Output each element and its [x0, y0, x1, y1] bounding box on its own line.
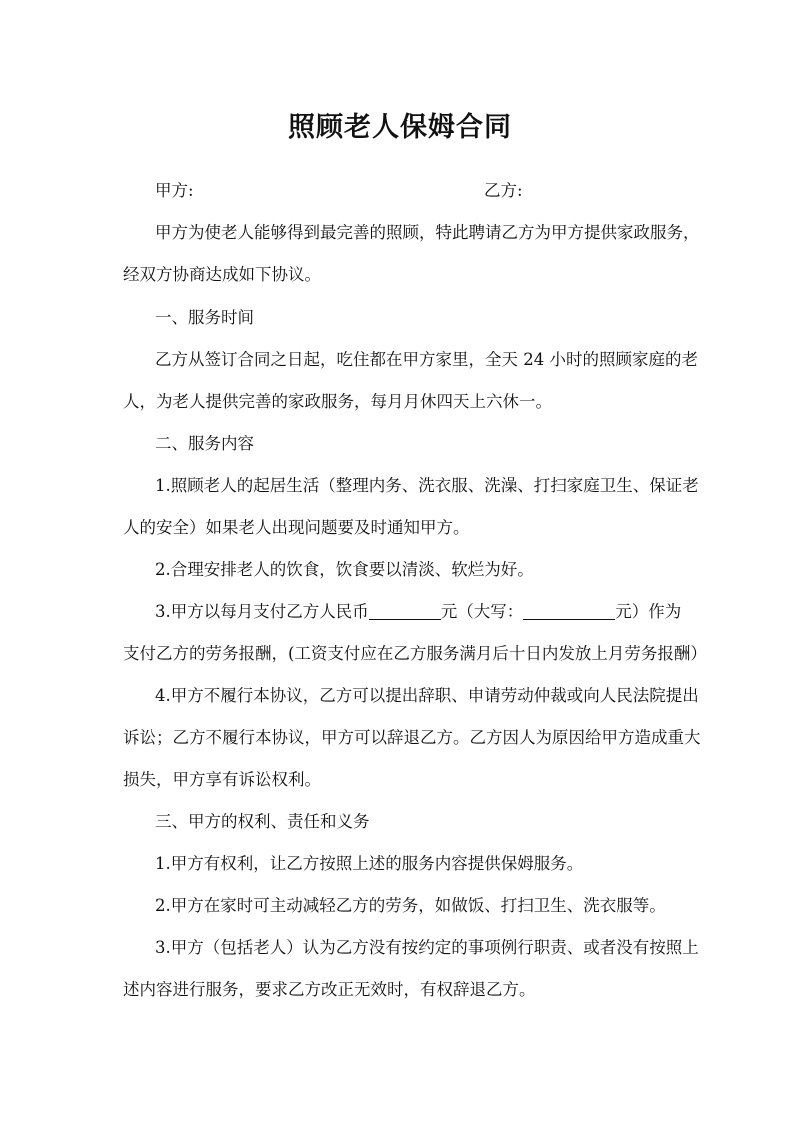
section-2-item-4-line-3: 损失，甲方享有诉讼权利。 — [123, 770, 321, 789]
section-2-item-3-line-2: 支付乙方的劳务报酬，(工资支付应在乙方服务满月后十日内发放上月劳务报酬） — [123, 644, 707, 663]
section-2-item-4-line-1-text: 4.甲方不履行本协议，乙方可以提出辞职、申请劳动仲裁或向人民法院提出 — [155, 686, 699, 705]
item-3-text-part-1: 3.甲方以每月支付乙方人民币 — [155, 602, 369, 621]
intro-paragraph-line-2: 经双方协商达成如下协议。 — [123, 265, 321, 284]
section-3-heading: 三、甲方的权利、责任和义务 — [155, 812, 370, 831]
section-1-line-1-text: 乙方从签订合同之日起，吃住都在甲方家里，全天 24 小时的照顾家庭的老 — [155, 350, 698, 369]
intro-line-1-text: 甲方为使老人能够得到最完善的照顾，特此聘请乙方为甲方提供家政服务， — [155, 223, 700, 242]
section-2-item-4-line-2-text: 诉讼；乙方不履行本协议，甲方可以辞退乙方。乙方因人为原因给甲方造成重大 — [123, 728, 701, 747]
intro-paragraph-line-1 — [155, 220, 700, 246]
document-title: 照顾老人保姆合同 — [288, 112, 512, 143]
salary-uppercase-blank — [523, 601, 615, 620]
section-3-item-3-line-2: 述内容进行服务，要求乙方改正无效时，有权辞退乙方。 — [123, 980, 536, 999]
party-b-label: 乙方: — [484, 181, 523, 200]
section-3-item-2: 2.甲方在家时可主动减轻乙方的劳务，如做饭、打扫卫生、洗衣服等。 — [155, 896, 666, 915]
section-1-paragraph-line-1 — [155, 347, 698, 373]
section-3-item-1: 1.甲方有权利，让乙方按照上述的服务内容提供保姆服务。 — [155, 854, 584, 873]
section-2-item-2: 2.合理安排老人的饮食，饮食要以清淡、软烂为好。 — [155, 560, 534, 579]
section-2-item-4-line-2 — [123, 725, 701, 751]
section-2-item-4-line-1 — [155, 683, 699, 709]
party-a-label: 甲方: — [155, 181, 194, 200]
section-2-heading: 二、服务内容 — [155, 434, 254, 453]
section-2-item-3-line-1 — [155, 599, 683, 625]
section-3-item-3-line-1-text: 3.甲方（包括老人）认为乙方没有按约定的事项例行职责、或者没有按照上 — [155, 938, 699, 957]
item-3-text-part-2: 元（大写： — [440, 602, 524, 621]
salary-amount-blank — [369, 601, 441, 620]
section-1-paragraph-line-2: 人，为老人提供完善的家政服务，每月月休四天上六休一。 — [123, 392, 552, 411]
section-2-item-1-line-2: 人的安全）如果老人出现问题要及时通知甲方。 — [123, 518, 470, 537]
section-2-item-1-line-1 — [155, 473, 699, 499]
item-3-text-part-3: 元）作为 — [615, 602, 682, 621]
section-3-item-3-line-1 — [155, 935, 699, 961]
section-2-item-1-line-1-text: 1.照顾老人的起居生活（整理内务、洗衣服、洗澡、打扫家庭卫生、保证老 — [155, 476, 699, 495]
section-1-heading: 一、服务时间 — [155, 308, 254, 327]
